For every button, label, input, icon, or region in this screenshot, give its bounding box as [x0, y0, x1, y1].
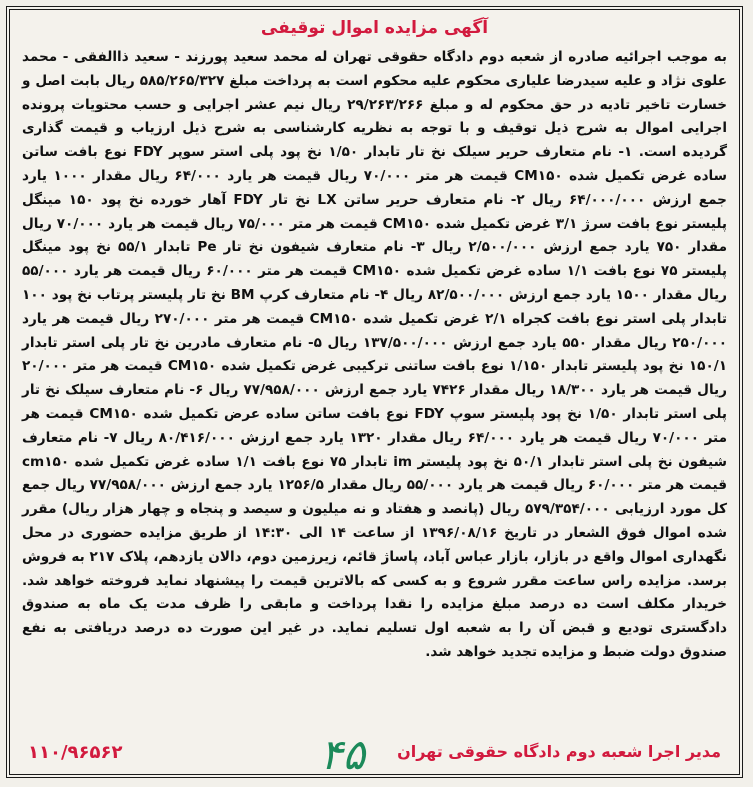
notice-code: ۱۱۰/۹۶۵۶۲	[28, 742, 123, 763]
notice-body: به موجب اجرائیه صادره از شعبه دوم دادگاه حقوقی تهران له محمد سعید پورزند - سعید ذاالفقی - محمد علوی نژاد و علیه سیدرضا علیاری محکوم علیه محکوم است به پرداخت مبلغ ۵۸۵/۲۶۵/۳۲۷ ریال بابت اصل و خسارت تاخیر تادیه در حق محکوم له و مبلغ ۲۹/۲۶۳/۲۶۶ ریال نیم عشر اجرایی و حسب محتویات پرونده اجرایی اموال به شرح ذیل توقیف و با توجه به نظریه کارشناسی به شرح ذیل ارزیاب و قیمت گذاری گردیده است. ۱- نام متعارف حریر سیلک نخ تار تابدار ۱/۵۰ نخ پود پلی استر سوپر FDY نوع بافت ساتن ساده غرض تکمیل شده CM۱۵۰ قیمت هر متر ۷۰/۰۰۰ ریال قیمت هر یارد ۶۴/۰۰۰ ریال مقدار ۱۰۰۰ یارد جمع ارزش ۶۴/۰۰۰/۰۰۰ ریال ۲- نام متعارف حریر ساتن LX نخ تار FDY آهار خورده نخ پود ۱۵۰ مینگل پلیستر نوع بافت سرژ ۳/۱ غرض تکمیل شده CM۱۵۰ قیمت هر متر ۷۵/۰۰۰ ریال قیمت هر یارد ۷۰/۰۰۰ ریال مقدار ۷۵۰ یارد جمع ارزش ۲/۵۰۰/۰۰۰ ریال ۳- نام متعارف شیفون نخ تار Pe تابدار ۵۵/۱ نخ پود مینگل پلیستر ۷۵ نوع بافت ۱/۱ ساده غرض تکمیل شده CM۱۵۰ قیمت هر متر ۶۰/۰۰۰ ریال قیمت هر یارد ۵۵/۰۰۰ ریال مقدار ۱۵۰۰ یارد جمع ارزش ۸۲/۵۰۰/۰۰۰ ریال ۴- نام متعارف کرپ BM نخ تار پلیستر پرتاب نخ پود ۱۰۰ تابدار پلی استر نوع بافت کجراه ۲/۱ غرض تکمیل شده CM۱۵۰ قیمت هر متر ۲۷۰/۰۰۰ ریال قیمت هر یارد ۲۵۰/۰۰۰ ریال مقدار ۵۵۰ یارد جمع ارزش ۱۳۷/۵۰۰/۰۰۰ ریال ۵- نام متعارف مادرین نخ تار پلی استر تابدار ۱۵۰/۱ نخ پود پلیستر تابدار ۱/۱۵۰ نوع بافت ساتنی ترکیبی غرض تکمیل شده CM۱۵۰ قیمت هر متر ۲۰/۰۰۰ ریال قیمت هر یارد ۱۸/۳۰۰ ریال مقدار ۷۴۲۶ یارد جمع ارزش ۷۷/۹۵۸/۰۰۰ ریال ۶- نام متعارف سیلک نخ تار پلی استر تابدار ۱/۵۰ نخ پود پلیستر سوپ FDY نوع بافت ساتن ساده عرض تکمیل شده CM۱۵۰ قیمت هر متر ۷۰/۰۰۰ ریال قیمت هر یارد ۶۴/۰۰۰ ریال مقدار ۱۳۲۰ یارد جمع ارزش ۸۰/۴۱۶/۰۰۰ ریال ۷- نام متعارف شیفون نخ پلی استر تابدار ۵۰/۱ نخ پود پلیستر im تابدار ۷۵ نوع بافت ۱/۱ ساده غرض تکمیل شده cm۱۵۰ قیمت هر متر ۶۰/۰۰۰ ریال قیمت هر یارد ۵۵/۰۰۰ ریال مقدار ۱۲۵۶/۵ یارد جمع ارزش ۷۷/۹۵۸/۰۰۰ ریال جمع کل مورد ارزیابی ۵۷۹/۳۵۴/۰۰۰ ریال (پانصد و هفتاد و نه میلیون و سیصد و پنجاه و چهار هزار ریال) مقرر شده اموال فوق الشعار در تاریخ ۱۳۹۶/۰۸/۱۶ از ساعت ۱۴ الی ۱۴:۳۰ از طریق مزایده حضوری در محل نگهداری اموال واقع در بازار، بازار عباس آباد، پاساژ قائم، زیرزمین دوم، دالان یازدهم، پلاک ۲۱۷ به فروش برسد. مزایده راس ساعت مقرر شروع و به کسی که بالاترین قیمت را پیشنهاد نماید فروخته خواهد شد. خریدار مکلف است ده درصد مبلغ مزایده را نقدا پرداخت و مابقی را ظرف مدت یک ماه به صندوق دادگستری تودیع و قبض آن را به شعبه اول تسلیم نماید. در غیر این صورت ده درصد دریافتی به نفع صندوق دولت ضبط و مزایده تجدید خواهد شد.	[22, 49, 728, 660]
notice-footer	[20, 730, 729, 779]
auction-notice	[6, 6, 743, 778]
signature-line: مدیر اجرا شعبه دوم دادگاه حقوقی تهران	[397, 742, 721, 761]
handwritten-number: ۴۵	[320, 730, 366, 779]
notice-title: آگهی مزایده اموال توقیفی	[260, 18, 489, 38]
